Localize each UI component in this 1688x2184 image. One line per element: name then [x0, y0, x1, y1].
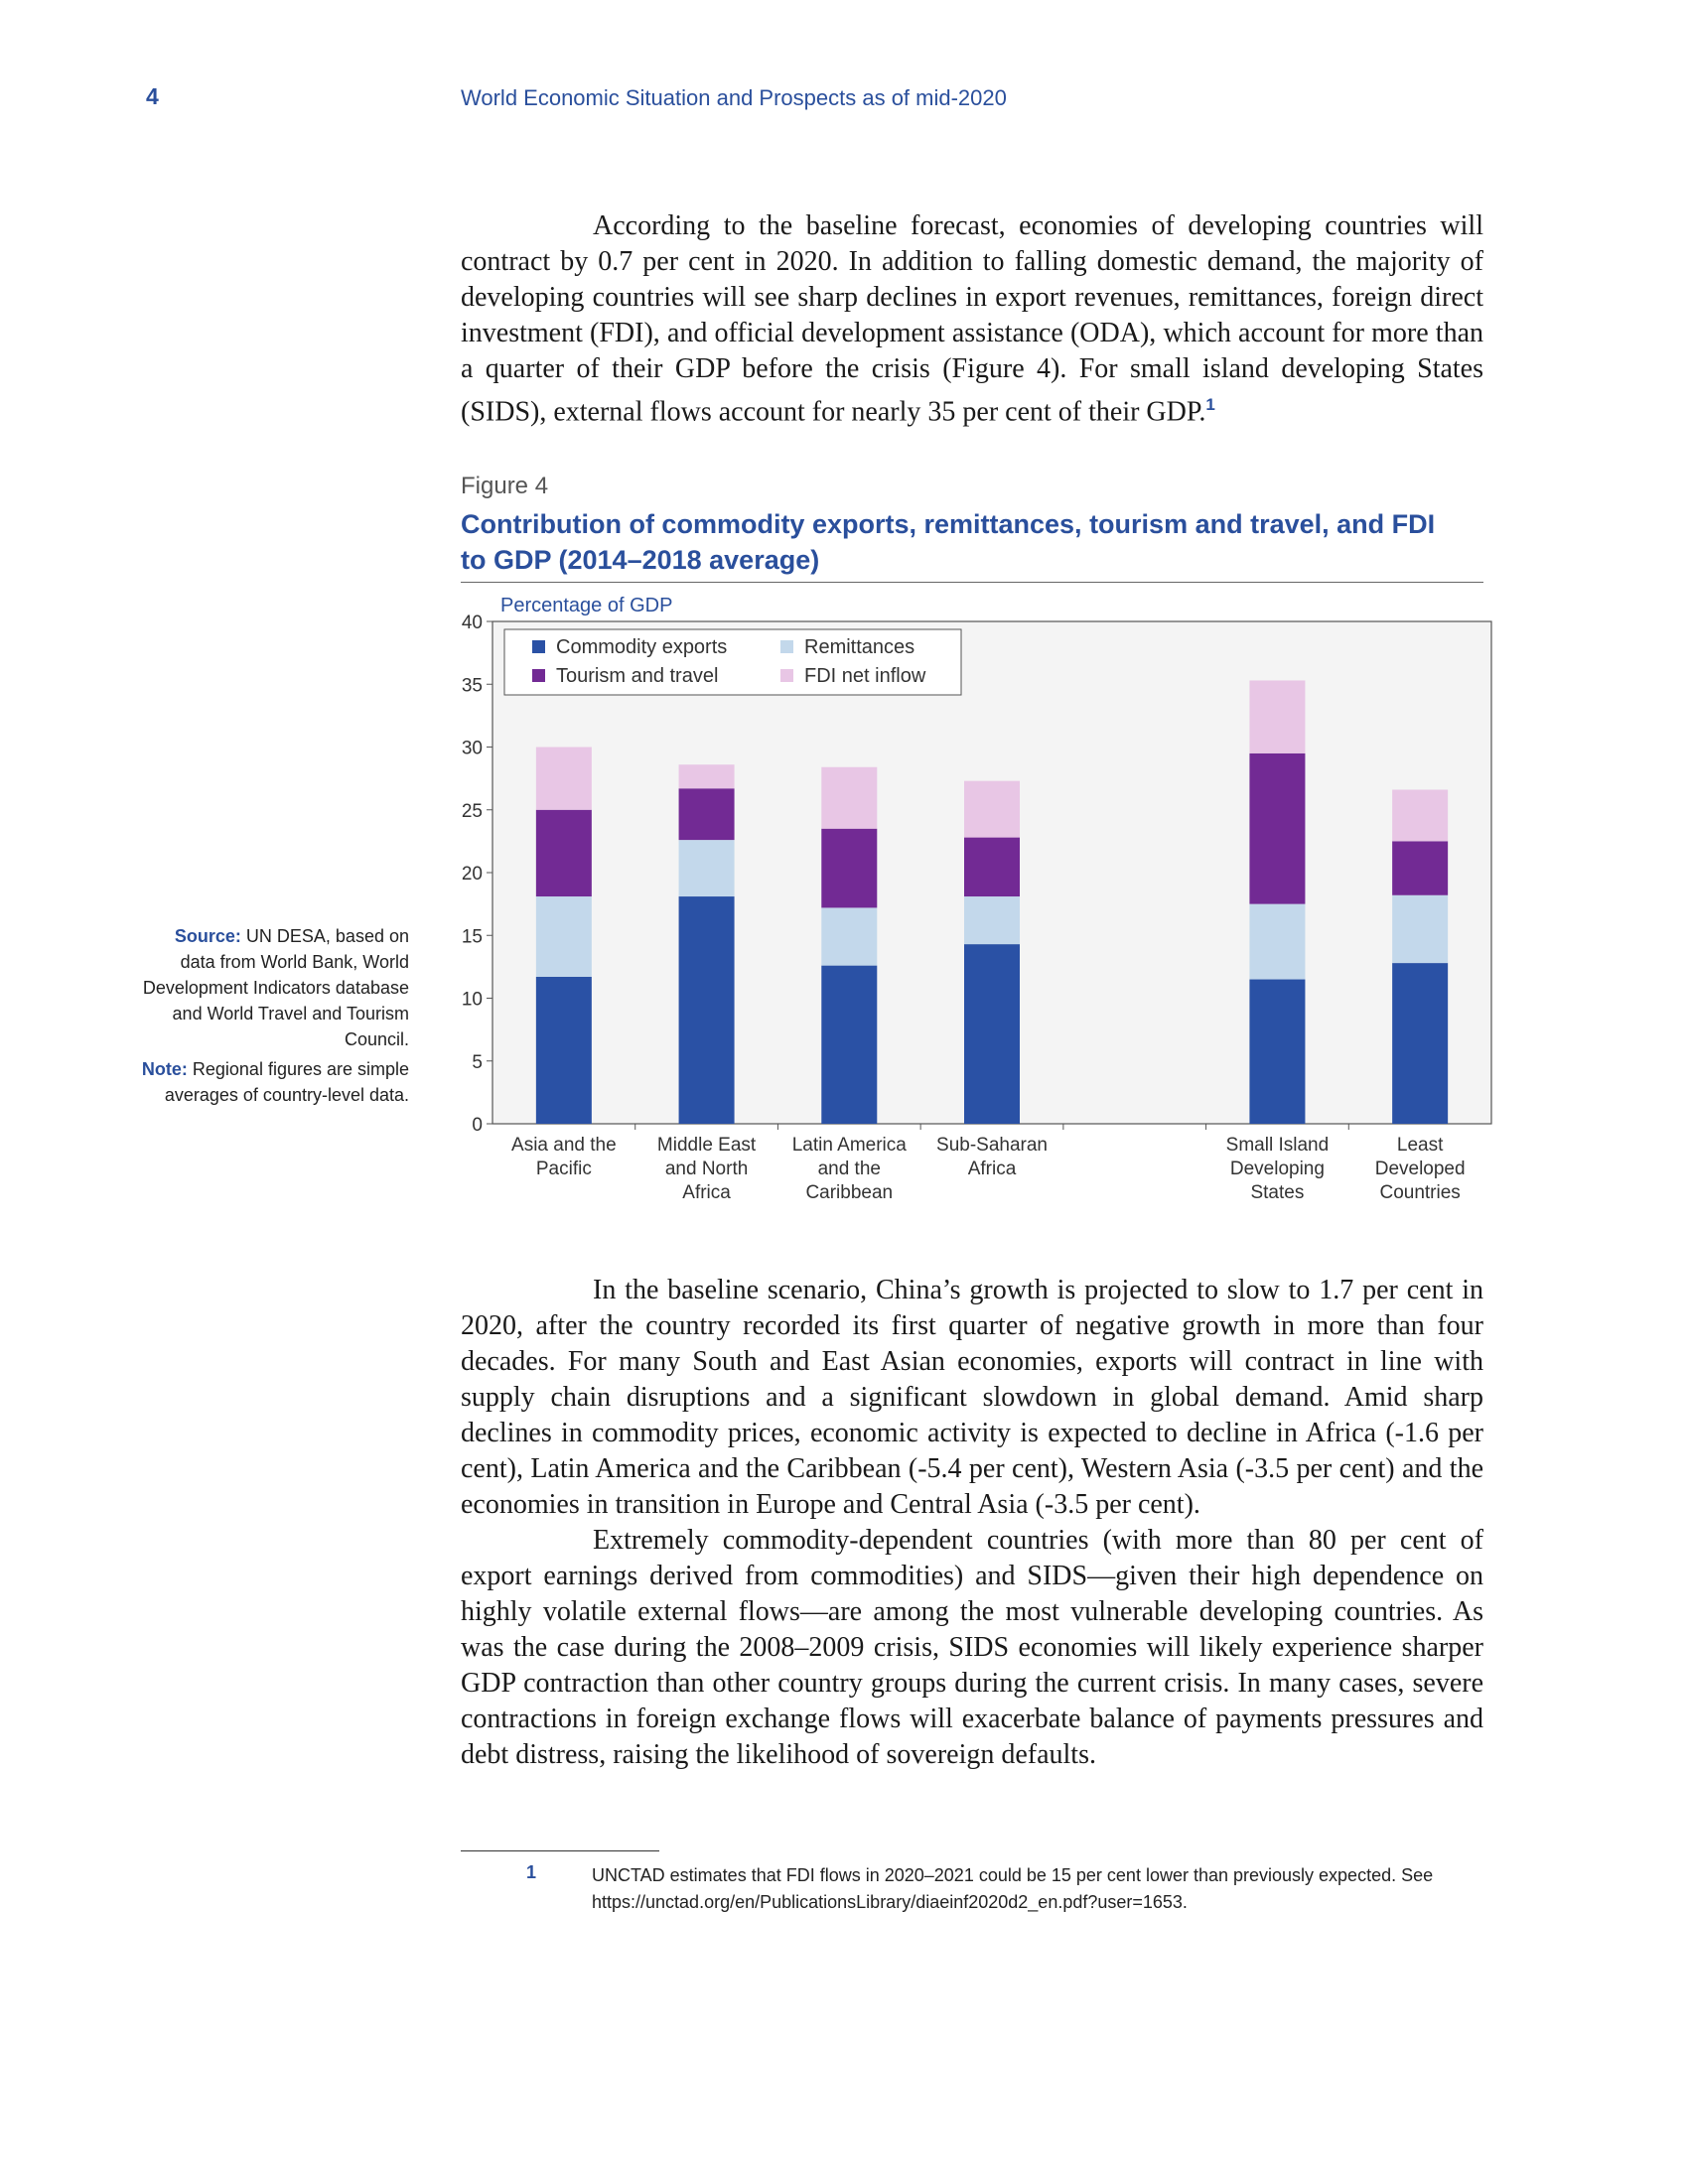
x-tick-label: Latin America — [791, 1135, 907, 1156]
bar-segment-commodity-exports[interactable] — [1249, 980, 1305, 1124]
x-tick-label: Sub-Saharan — [936, 1135, 1048, 1156]
x-tick-label: Countries — [1379, 1182, 1461, 1203]
bar-segment-commodity-exports[interactable] — [964, 944, 1020, 1124]
legend-swatch — [780, 669, 793, 682]
x-tick-label: Caribbean — [805, 1182, 894, 1203]
y-tick-label: 5 — [472, 1051, 483, 1073]
y-tick-label: 40 — [461, 613, 483, 633]
bar-segment-tourism-and-travel[interactable] — [964, 838, 1020, 896]
bar-segment-commodity-exports[interactable] — [536, 977, 592, 1124]
x-tick-label: Africa — [967, 1159, 1017, 1179]
source-label: Source: — [174, 926, 241, 946]
legend-label: Commodity exports — [556, 636, 728, 658]
bar-segment-fdi-net-inflow[interactable] — [679, 764, 735, 788]
footnote-rule — [461, 1850, 659, 1851]
source-text: UN DESA, based on data from World Bank, World Development Indicators database and World Travel and Tourism Council. — [142, 926, 409, 1049]
x-tick-label: Small Island — [1225, 1135, 1330, 1156]
note-label: Note: — [141, 1059, 188, 1079]
bar-segment-remittances[interactable] — [1249, 904, 1305, 980]
bar-segment-tourism-and-travel[interactable] — [1392, 841, 1448, 894]
running-title: World Economic Situation and Prospects as of mid-2020 — [461, 85, 1007, 110]
figure-title: Contribution of commodity exports, remittances, tourism and travel, and FDI to GDP (2014–2018 average) — [461, 509, 1436, 575]
bar-segment-remittances[interactable] — [821, 907, 877, 965]
bar-segment-fdi-net-inflow[interactable] — [964, 781, 1020, 838]
bar-segment-tourism-and-travel[interactable] — [1249, 753, 1305, 904]
x-tick-label: Developing — [1229, 1159, 1325, 1179]
y-tick-label: 0 — [472, 1115, 483, 1136]
bar-segment-tourism-and-travel[interactable] — [536, 810, 592, 896]
y-tick-label: 30 — [461, 738, 483, 759]
figure-label: Figure 4 — [461, 473, 549, 499]
bar-segment-commodity-exports[interactable] — [821, 966, 877, 1124]
x-tick-label: and North — [664, 1159, 749, 1179]
footnote-number: 1 — [526, 1862, 537, 1882]
y-tick-label: 35 — [461, 675, 483, 697]
legend-swatch — [532, 640, 545, 653]
note-text: Regional figures are simple averages of country-level data. — [164, 1059, 409, 1105]
x-tick-label: Asia and the — [511, 1135, 617, 1156]
y-axis-title: Percentage of GDP — [500, 595, 673, 616]
paragraph-2: In the baseline scenario, China’s growth is projected to slow to 1.7 per cent in 2020, after the country recorded its first quarter of negative growth in more than four decades. For many South and East Asian economies, exports will contract in line with supply chain disruptions and a significant slowdown in global demand. Amid sharp declines in commodity prices, economic activity is expected to decline in Africa (-1.6 per cent), Latin America and the Caribbean (-5.4 per cent), Western Asia (-3.5 per cent) and the economies in transition in Europe and Central Asia (-3.5 per cent). — [461, 1275, 1483, 1520]
x-tick-label: Developed — [1374, 1159, 1466, 1179]
stacked-bar-chart — [461, 592, 1493, 1227]
x-tick-label: States — [1250, 1182, 1305, 1203]
x-tick-label: Africa — [682, 1182, 731, 1203]
x-tick-label: Middle East — [656, 1135, 757, 1156]
legend-swatch — [780, 640, 793, 653]
bar-segment-remittances[interactable] — [679, 840, 735, 896]
bar-segment-tourism-and-travel[interactable] — [679, 788, 735, 840]
bar-segment-fdi-net-inflow[interactable] — [1249, 680, 1305, 752]
bar-segment-remittances[interactable] — [964, 896, 1020, 944]
bar-segment-tourism-and-travel[interactable] — [821, 829, 877, 908]
bar-segment-fdi-net-inflow[interactable] — [1392, 790, 1448, 842]
footnote-text: UNCTAD estimates that FDI flows in 2020–2021 could be 15 per cent lower than previously expected. See https://unctad.org/en/PublicationsLibrary/diaeinf2020d2_en.pdf?user=1653. — [592, 1865, 1434, 1912]
paragraph-1 — [461, 208, 1483, 430]
y-tick-label: 15 — [461, 926, 483, 948]
bar-segment-fdi-net-inflow[interactable] — [821, 767, 877, 829]
x-tick-label: Least — [1396, 1135, 1444, 1156]
legend-swatch — [532, 669, 545, 682]
page-number: 4 — [146, 83, 159, 109]
x-tick-label: Pacific — [535, 1159, 592, 1179]
bar-segment-remittances[interactable] — [1392, 895, 1448, 963]
bar-segment-remittances[interactable] — [536, 896, 592, 977]
legend-label: FDI net inflow — [804, 665, 926, 687]
figure-rule — [461, 582, 1483, 583]
legend-label: Remittances — [804, 636, 915, 658]
footnote-ref[interactable]: 1 — [1205, 395, 1215, 414]
x-tick-label: and the — [817, 1159, 881, 1179]
y-tick-label: 20 — [461, 864, 483, 885]
bar-segment-fdi-net-inflow[interactable] — [536, 748, 592, 810]
paragraph-3: Extremely commodity-dependent countries (with more than 80 per cent of export earnings derived from commodities) and SIDS—given their high dependence on highly volatile external flows—are among the most vulnerable developing countries. As was the case during the 2008–2009 crisis, SIDS economies will likely experience sharper GDP contraction than other country groups during the current crisis. In many cases, severe contractions in foreign exchange flows will exacerbate balance of payments pressures and debt distress, raising the likelihood of sovereign defaults. — [461, 1525, 1483, 1770]
figure-note — [139, 1056, 409, 1108]
paragraph-1-text: According to the baseline forecast, economies of developing countries will contract by 0.7 per cent in 2020. In addition to falling domestic demand, the majority of developing countries will see sharp declines in export revenues, remittances, foreign direct investment (FDI), and official development assistance (ODA), which account for more than a quarter of their GDP before the crisis (Figure 4). For small island developing States (SIDS), external flows account for nearly 35 per cent of their GDP. — [461, 210, 1483, 428]
y-tick-label: 10 — [461, 989, 483, 1011]
legend-label: Tourism and travel — [556, 665, 719, 687]
figure-source — [139, 923, 409, 1052]
bar-segment-commodity-exports[interactable] — [679, 896, 735, 1124]
y-tick-label: 25 — [461, 800, 483, 822]
bar-segment-commodity-exports[interactable] — [1392, 963, 1448, 1124]
